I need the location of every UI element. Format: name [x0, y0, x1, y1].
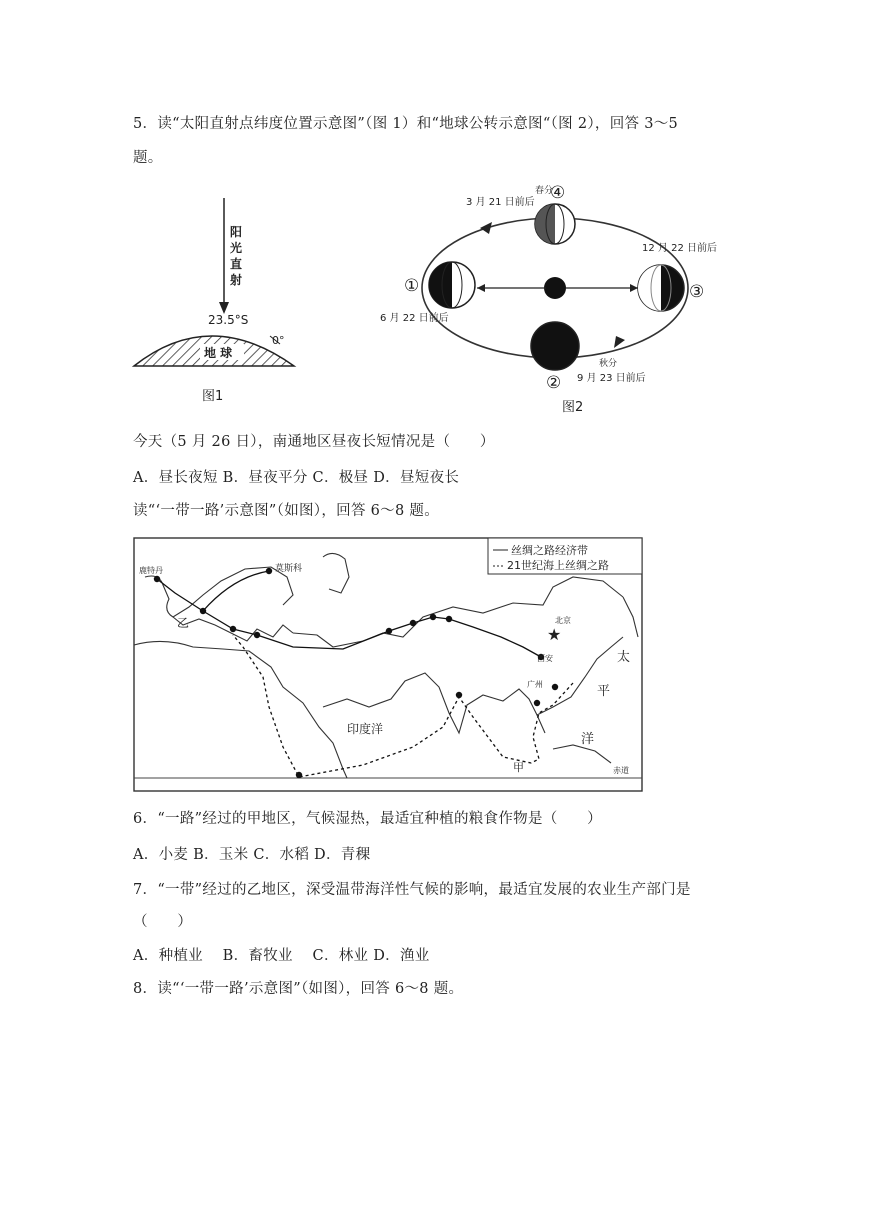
label-jia: 甲 — [513, 761, 524, 774]
earth-position-3 — [638, 265, 684, 311]
question-7-line2: （ ） — [133, 914, 193, 930]
question-5-line2: 题。 — [133, 150, 163, 166]
read-map-instruction: 读“‘一带一路’示意图”（如图），回答 6～8 题。 — [133, 503, 440, 519]
label-equator: 赤道 — [613, 766, 629, 775]
city-dot-guangzhou — [552, 684, 558, 690]
sun-icon — [544, 277, 566, 299]
city-dot-moscow — [266, 568, 272, 574]
figure-1-direct-sunlight — [130, 190, 305, 410]
question-today: 今天（5 月 26 日），南通地区昼夜长短情况是（ ） — [133, 434, 495, 450]
question-7-options: A．种植业 B．畜牧业 C．林业 D．渔业 — [133, 948, 430, 964]
question-8: 8．读“‘一带一路’示意图”（如图），回答 6～8 题。 — [133, 981, 464, 997]
arrow-text-1: 光 — [230, 241, 243, 255]
p2-title: 秋分 — [599, 359, 618, 369]
question-6: 6．“一路”经过的甲地区，气候湿热，最适宜种植的粮食作物是（ ） — [133, 811, 602, 827]
question-6-options: A．小麦 B．玉米 C．水稻 D．青稞 — [133, 847, 371, 863]
p3-number: ③ — [689, 282, 705, 302]
earth-position-4 — [535, 204, 575, 244]
city-dot-rotterdam — [154, 576, 160, 582]
p2-number: ② — [546, 373, 562, 393]
city-moscow: 莫斯科 — [275, 564, 303, 574]
legend-land-route: 丝绸之路经济带 — [511, 544, 588, 557]
earth-position-2 — [531, 322, 579, 370]
question-today-options: A．昼长夜短 B．昼夜平分 C．极昼 D．昼短夜长 — [133, 470, 460, 486]
p4-number: ④ — [550, 183, 566, 203]
arrow-text-2: 直 — [230, 257, 243, 271]
p4-title: 春分 — [535, 186, 554, 196]
zero-label: 0° — [272, 334, 285, 347]
figure-1-caption: 图1 — [202, 389, 224, 404]
legend-sea-route: 21世纪海上丝绸之路 — [507, 559, 609, 572]
city-xian: 西安 — [537, 654, 553, 663]
lat-label: 23.5°S — [208, 313, 249, 327]
p3-date: 12 月 22 日前后 — [642, 243, 717, 254]
earth-position-1 — [429, 262, 475, 308]
beijing-star-icon: ★ — [547, 625, 562, 644]
belt-and-road-map — [133, 537, 643, 792]
question-5-line1: 5．读“太阳直射点纬度位置示意图”（图 1）和“地球公转示意图“（图 2），回答 3～5 — [133, 116, 679, 132]
label-pacific-3: 洋 — [581, 732, 595, 747]
label-pacific-2: 平 — [597, 684, 611, 699]
figure-2-caption: 图2 — [562, 400, 584, 415]
arrow-text-3: 射 — [230, 273, 243, 287]
p1-date: 6 月 22 日前后 — [380, 313, 449, 324]
p1-number: ① — [404, 276, 420, 296]
label-indian-ocean: 印度洋 — [347, 722, 384, 736]
city-rotterdam: 鹿特丹 — [139, 566, 163, 575]
arrow-text-0: 阳 — [230, 225, 243, 239]
question-7-line1: 7．“一带”经过的乙地区，深受温带海洋性气候的影响，最适宜发展的农业生产部门是 — [133, 882, 691, 898]
label-pacific-1: 太 — [617, 650, 631, 665]
figure-2-earth-revolution — [370, 178, 750, 418]
p4-date: 3 月 21 日前后 — [466, 197, 535, 208]
city-beijing: 北京 — [555, 616, 571, 625]
city-guangzhou: 广州 — [527, 680, 543, 689]
label-yi: 乙 — [177, 616, 190, 630]
p2-date: 9 月 23 日前后 — [577, 373, 646, 384]
earth-label: 地 球 — [204, 346, 233, 360]
